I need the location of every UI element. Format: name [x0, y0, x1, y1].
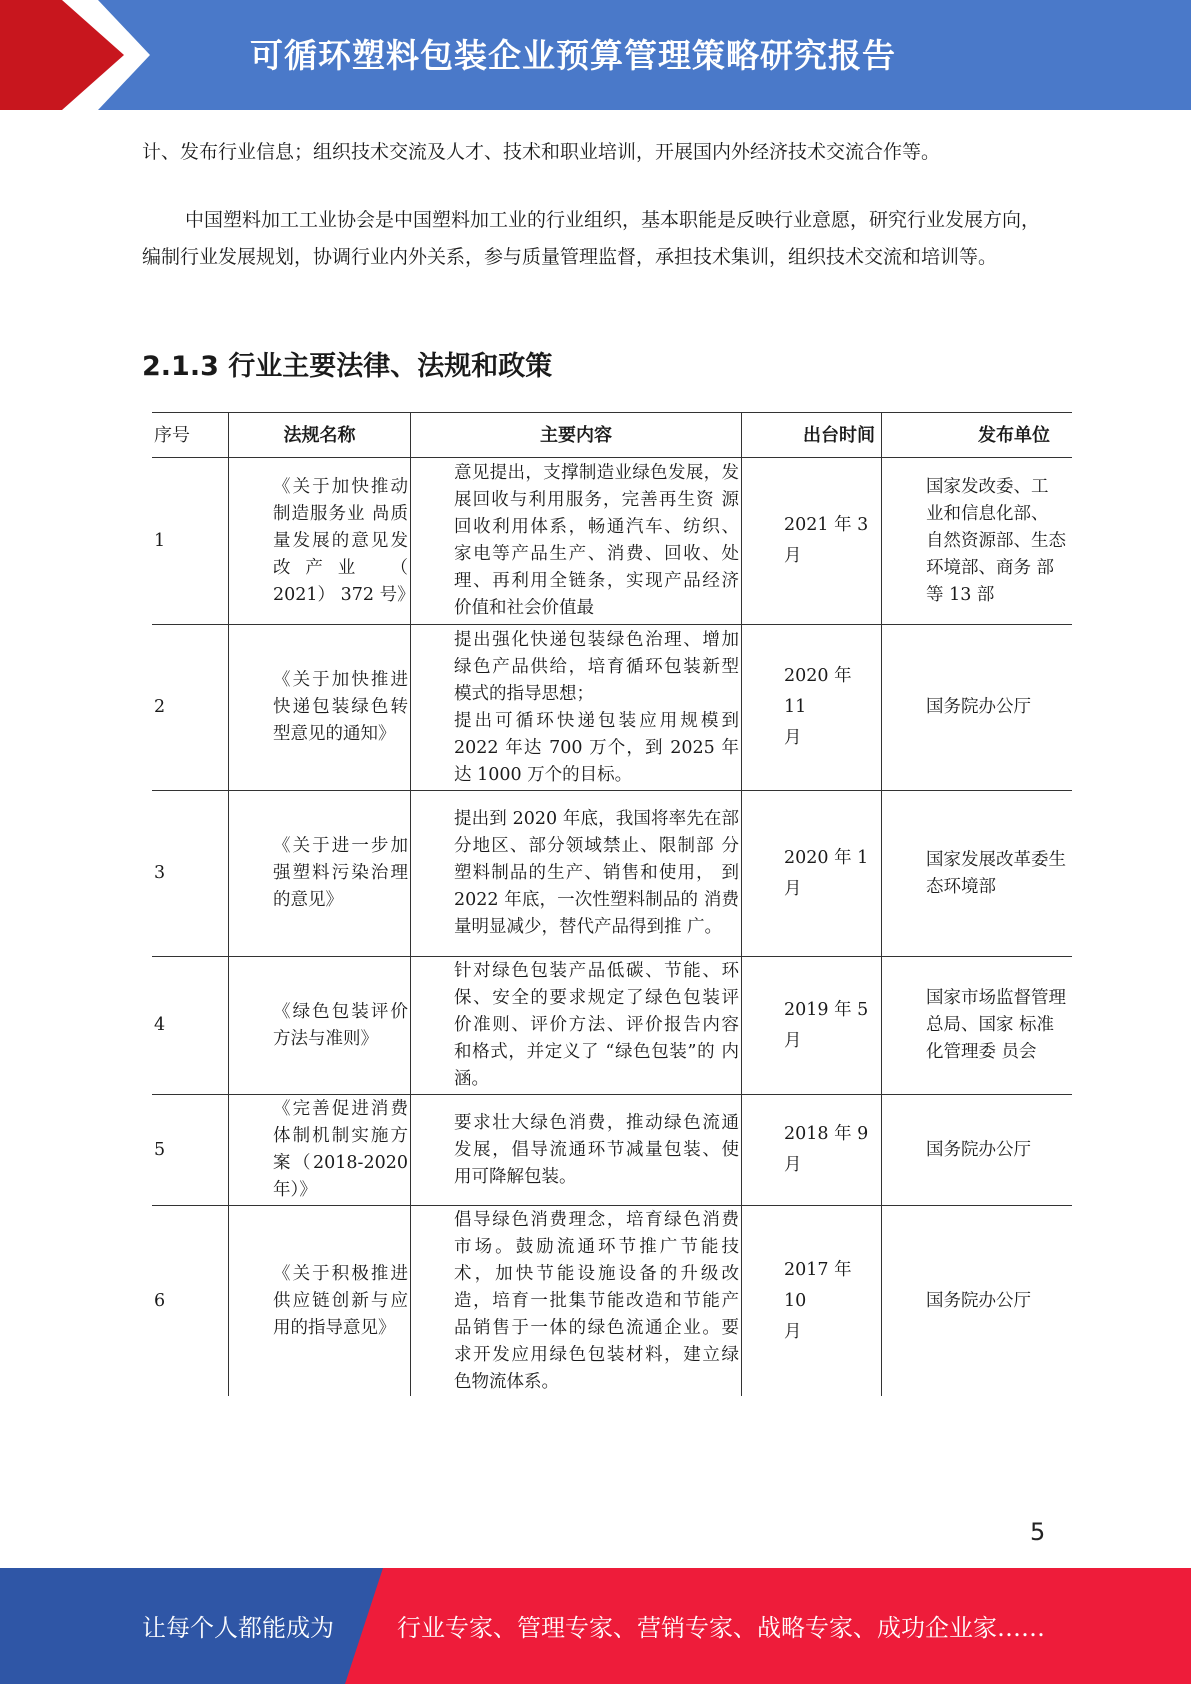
cell-index: 1 — [152, 458, 229, 625]
table-row — [152, 625, 1072, 791]
cell-unit: 国家发展改革委生态环境部 — [882, 791, 1073, 957]
cell-date: 2020 年 1 月 — [742, 791, 882, 957]
table-row — [152, 1095, 1072, 1206]
header-date: 出台时间 — [742, 413, 882, 458]
header-unit: 发布单位 — [882, 413, 1073, 458]
page-footer — [0, 1568, 1191, 1684]
cell-name: 《关于进一步加 强塑料污染治理 的意见》 — [229, 791, 411, 957]
cell-date: 2018 年 9 月 — [742, 1095, 882, 1206]
cell-index: 4 — [152, 957, 229, 1095]
cell-index: 3 — [152, 791, 229, 957]
cell-content: 提出强化快递包装绿色治理、增加 绿色产品供给，培育循环包装新型 模式的指导思想； 提出可循环快递包装应用规模到 2022 年达 700 万个，到 2025 年达 1000 万个的目标。 — [411, 625, 742, 791]
page-header — [0, 0, 1191, 110]
page-number: 5 — [1030, 1518, 1046, 1546]
footer-slogan-right: 行业专家、管理专家、营销专家、战略专家、成功企业家…… — [397, 1614, 1045, 1642]
cell-index: 2 — [152, 625, 229, 791]
cell-content: 提出到 2020 年底，我国将率先在部分地区、部分领域禁止、限制部 分塑料制品的生产、销售和使用， 到 2022 年底，一次性塑料制品的 消费量明显减少，替代产品得到推 广。 — [411, 791, 742, 957]
cell-content: 意见提出，支撑制造业绿色发展，发展回收与利用服务，完善再生资 源回收利用体系，畅通汽车、纺织、 家电等产品生产、消费、回收、处 理、再利用全链条，实现产品经济 价值和社会价值最 — [411, 458, 742, 625]
report-title: 可循环塑料包装企业预算管理策略研究报告 — [250, 36, 896, 75]
cell-date: 2019 年 5 月 — [742, 957, 882, 1095]
cell-unit: 国务院办公厅 — [926, 1290, 1031, 1311]
table-header-row — [152, 413, 1072, 458]
cell-date: 2021 年 3 月 — [742, 458, 882, 625]
cell-index: 6 — [152, 1206, 229, 1397]
cell-content: 倡导绿色消费理念，培育绿色消费 市场。鼓励流通环节推广节能技 术，加快节能设施设备的升级改 造，培育一批集节能改造和节能产 品销售于一体的绿色流通企业。要 求开发应用绿色包装材料，建立绿 色物流体系。 — [411, 1206, 742, 1397]
cell-name: 《完善促进消费 体制机制实施方 案（2018-2020 年）》 — [229, 1095, 411, 1206]
cell-unit: 国务院办公厅 — [882, 1095, 1073, 1206]
cell-date: 2020 年 11 月 — [742, 625, 882, 791]
table-row — [152, 957, 1072, 1095]
regulations-table — [152, 412, 1072, 1396]
cell-name: 《绿色包装评价 方法与准则》 — [229, 957, 411, 1095]
section-title: 2.1.3 行业主要法律、法规和政策 — [142, 351, 553, 382]
cell-unit: 国家发改委、工 业和信息化部、 自然资源部、生态环境部、商务 部等 13 部 — [882, 458, 1073, 625]
body-paragraph-1: 计、发布行业信息；组织技术交流及人才、技术和职业培训，开展国内外经济技术交流合作等。 — [142, 141, 941, 163]
cell-content: 要求壮大绿色消费，推动绿色流通 发展，倡导流通环节减量包装、使 用可降解包装。 — [411, 1095, 742, 1206]
cell-name: 《关于加快推进 快递包装绿色转 型意见的通知》 — [229, 625, 411, 791]
cell-name: 《关于积极推进 供应链创新与应 用的指导意见》 — [229, 1206, 411, 1397]
cell-content: 针对绿色包装产品低碳、节能、环 保、安全的要求规定了绿色包装评 价准则、评价方法、评价报告内容 和格式，并定义了 “绿色包装”的 内涵。 — [411, 957, 742, 1095]
cell-date: 2017 年 10 月 — [742, 1206, 882, 1397]
header-content: 主要内容 — [411, 413, 742, 458]
cell-unit: 国家市场监督管理总局、国家 标准化管理委 员会 — [882, 957, 1073, 1095]
body-paragraph-2: 中国塑料加工工业协会是中国塑料加工业的行业组织，基本职能是反映行业意愿，研究行业发展方向，编制行业发展规划，协调行业内外关系，参与质量管理监督，承担技术集训，组织技术交流和培训等。 — [142, 209, 1041, 268]
footer-slogan-left: 让每个人都能成为 — [142, 1614, 334, 1642]
table-row — [152, 458, 1072, 625]
table-row — [152, 791, 1072, 957]
table-row — [152, 1206, 1072, 1397]
cell-name: 《关于加快推动 制造服务业 咼质 量发展的意见发 改产业 （ 2021） 372 号》 — [229, 458, 411, 625]
header-name: 法规名称 — [229, 413, 411, 458]
cell-unit: 国务院办公厅 — [882, 625, 1073, 791]
header-index: 序号 — [152, 413, 229, 458]
cell-index: 5 — [152, 1095, 229, 1206]
